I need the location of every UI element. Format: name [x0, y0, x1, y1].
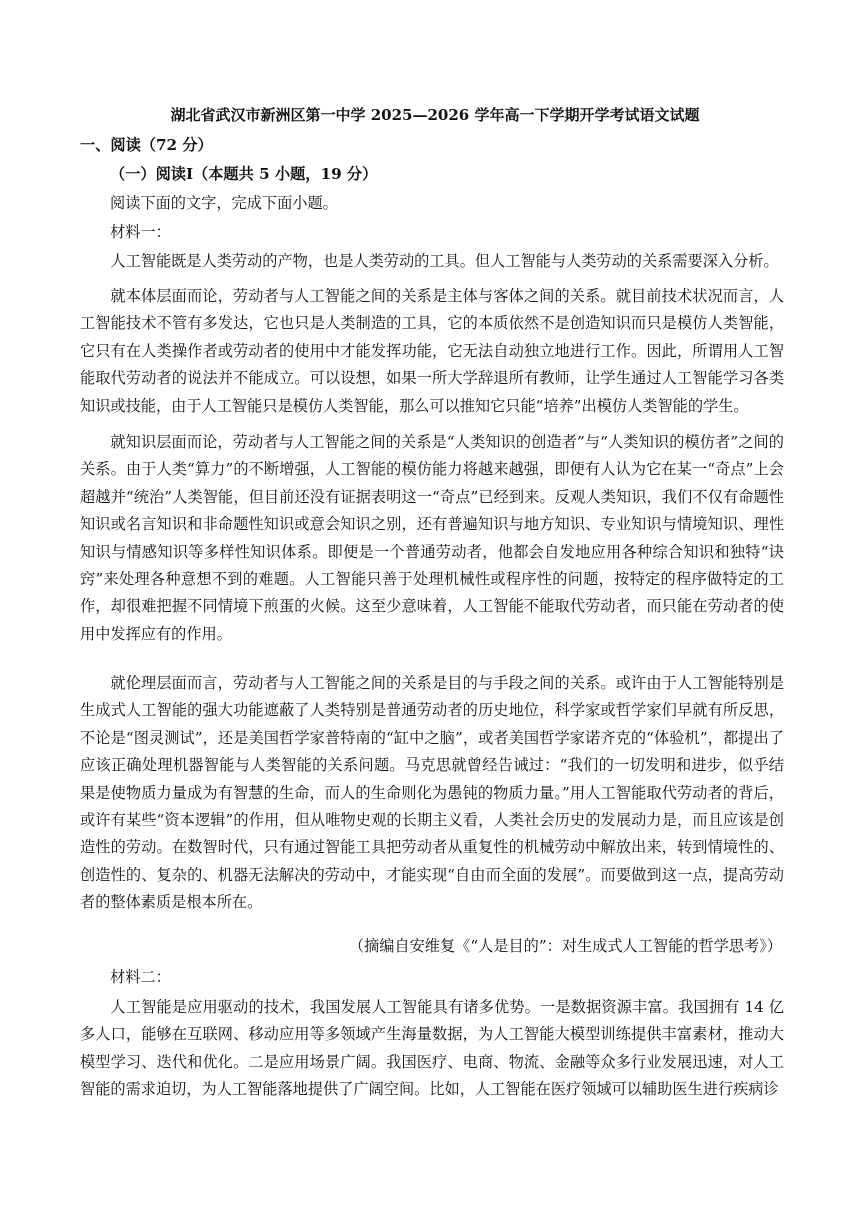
material-2-paragraph-1: 人工智能是应用驱动的技术，我国发展人工智能具有诸多优势。一是数据资源丰富。我国拥有 14 亿多人口，能够在互联网、移动应用等多领域产生海量数据，为人工智能大模型训练提供丰富素材，推动大模型学习、迭代和优化。二是应用场景广阔。我国医疗、电商、物流、金融等众多行业发展迅速，对人工智能的需求迫切，为人工智能落地提供了广阔空间。比如，人工智能在医疗领域可以辅助医生进行疾病诊	[80, 998, 784, 1099]
material-1-paragraph-2: 就本体层面而论，劳动者与人工智能之间的关系是主体与客体之间的关系。就目前技术状况而言，人工智能技术不管有多发达，它也只是人类制造的工具，它的本质依然不是创造知识而只是模仿人类智能，它只有在人类操作者或劳动者的使用中才能发挥功能，它无法自动独立地进行工作。因此，所谓用人工智能取代劳动者的说法并不能成立。可以设想，如果一所大学辞退所有教师，让学生通过人工智能学习各类知识或技能，由于人工智能只是模仿人类智能，那么可以推知它只能“培养”出模仿人类智能的学生。	[80, 287, 784, 415]
material-1-paragraph-3: 就知识层面而论，劳动者与人工智能之间的关系是“人类知识的创造者”与“人类知识的模仿者”之间的关系。由于人类“算力”的不断增强，人工智能的模仿能力将越来越强，即便有人认为它在某一“奇点”上会超越并“统治”人类智能，但目前还没有证据表明这一“奇点”已经到来。反观人类知识，我们不仅有命题性知识或名言知识和非命题性知识或意会知识之别，还有普遍知识与地方知识、专业知识与情境知识、理性知识与情感知识等多样性知识体系。即便是一个普通劳动者，他都会自发地应用各种综合知识和独特“诀窍”来处理各种意想不到的难题。人工智能只善于处理机械性或程序性的问题，按特定的程序做特定的工作，却很难把握不同情境下煎蛋的火候。这至少意味着，人工智能不能取代劳动者，而只能在劳动者的使用中发挥应有的作用。	[80, 433, 784, 643]
material-2-label: 材料二：	[110, 968, 171, 986]
document-title: 湖北省武汉市新洲区第一中学 2025—2026 学年高一下学期开学考试语文试题	[170, 106, 700, 124]
material-1-label: 材料一：	[110, 223, 171, 241]
material-1-paragraph-4: 就伦理层面而言，劳动者与人工智能之间的关系是目的与手段之间的关系。或许由于人工智能特别是生成式人工智能的强大功能遮蔽了人类特别是普通劳动者的历史地位，科学家或哲学家们早就有所反思，不论是“图灵测试”，还是美国哲学家普特南的“缸中之脑”，或者美国哲学家诺齐克的“体验机”，都提出了应该正确处理机器智能与人类智能的关系问题。马克思就曾经告诫过：“我们的一切发明和进步，似乎结果是使物质力量成为有智慧的生命，而人的生命则化为愚钝的物质力量。”用人工智能取代劳动者的背后，或许有某些“资本逻辑”的作用，但从唯物史观的长期主义看，人类社会历史的发展动力是，而且应该是创造性的劳动。在数智时代，只有通过智能工具把劳动者从重复性的机械劳动中解放出来，转到情境性的、创造性的、复杂的、机器无法解决的劳动中，才能实现“自由而全面的发展”。而要做到这一点，提高劳动者的整体素质是根本所在。	[80, 674, 784, 912]
material-1-source: （摘编自安维复《“人是目的”：对生成式人工智能的哲学思考》）	[348, 937, 782, 955]
instruction-text: 阅读下面的文字，完成下面小题。	[110, 194, 338, 212]
section-heading-reading: 一、阅读（72 分）	[80, 136, 213, 154]
material-1-paragraph-1: 人工智能既是人类劳动的产物，也是人类劳动的工具。但人工智能与人类劳动的关系需要深入分析。	[110, 252, 779, 270]
subsection-heading-reading-1: （一）阅读Ⅰ（本题共 5 小题，19 分）	[110, 165, 378, 183]
